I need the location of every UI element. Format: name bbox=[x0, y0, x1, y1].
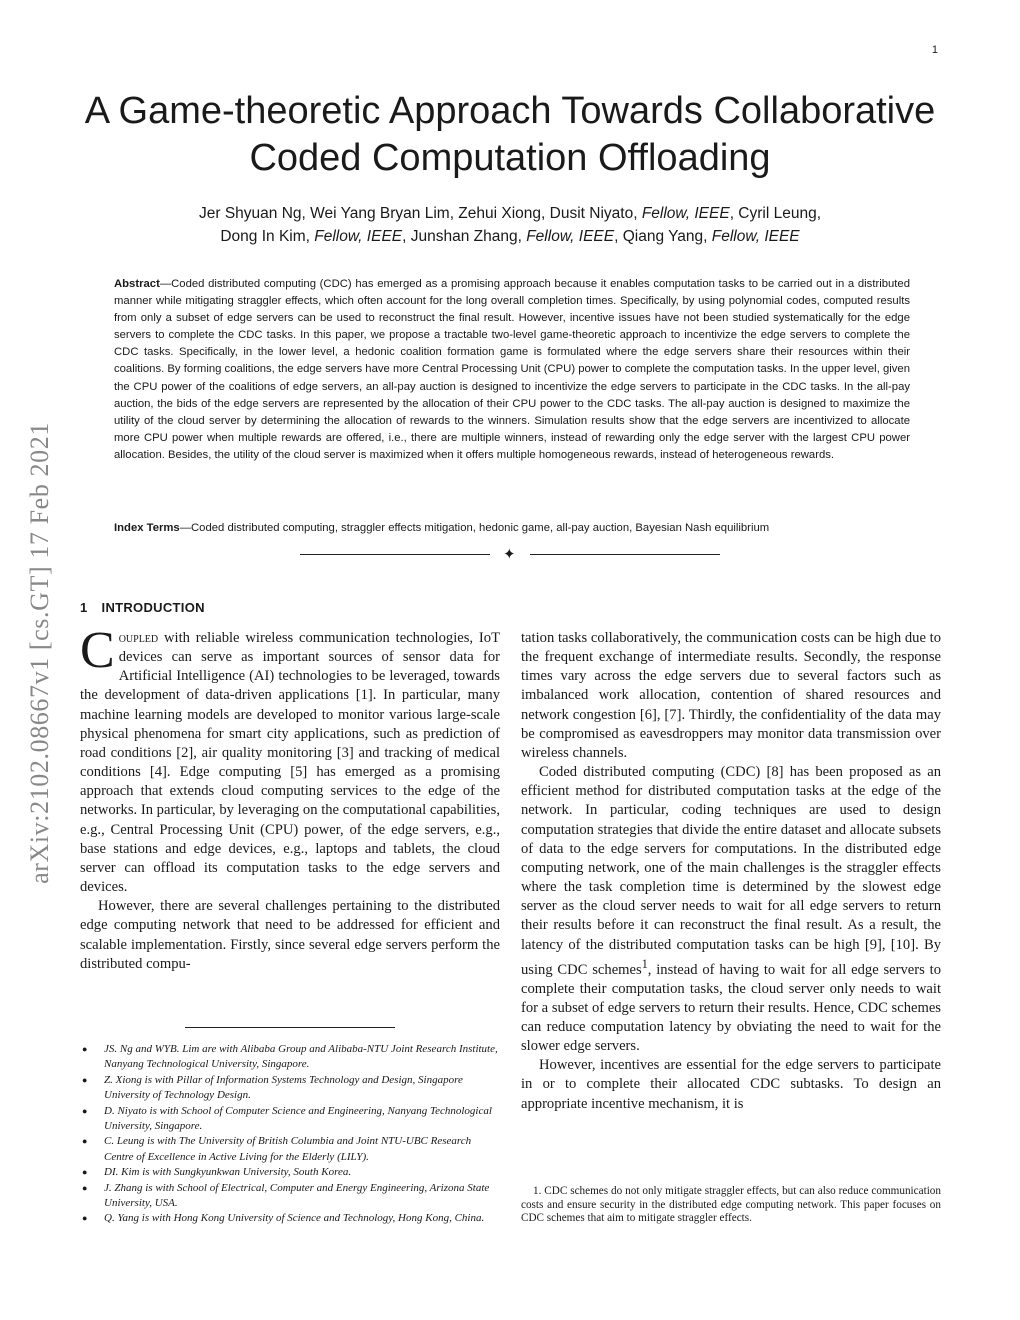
small-caps-lead: oupled bbox=[118, 630, 159, 646]
affiliation-rule bbox=[185, 1027, 395, 1028]
bullet-icon: ● bbox=[82, 1074, 88, 1085]
index-terms-text: —Coded distributed computing, straggler effects mitigation, hedonic game, all-pay auction, Bayesian Nash equilibrium bbox=[179, 522, 770, 534]
section-divider bbox=[300, 545, 720, 565]
divider-rule-left bbox=[300, 554, 490, 555]
arxiv-identifier: arXiv:2102.08667v1 [cs.GT] 17 Feb 2021 bbox=[25, 421, 54, 884]
left-column bbox=[80, 622, 500, 974]
bullet-icon: ● bbox=[82, 1136, 88, 1147]
fellow-ieee-niyato: Fellow, IEEE bbox=[641, 205, 730, 222]
paper-title: A Game-theoretic Approach Towards Collaborative Coded Computation Offloading bbox=[84, 90, 936, 179]
divider-diamond-icon: ✦ bbox=[503, 545, 516, 563]
affiliation-item: ● D. Niyato is with School of Computer Science and Engineering, Nanyang Technological University, Singapore. bbox=[82, 1104, 492, 1133]
intro-paragraph-5: However, incentives are essential for the edge servers to participate in or to complete their allocated CDC subtasks. To design an appropriate incentive mechanism, it is bbox=[521, 1057, 941, 1112]
right-column bbox=[521, 629, 941, 1114]
index-terms-label: Index Terms bbox=[114, 522, 180, 534]
divider-rule-right bbox=[530, 554, 720, 555]
intro-paragraph-2: However, there are several challenges pertaining to the distributed edge computing network that need to be addressed for efficient and scalable implementation. Firstly, since several edge servers perform the distributed compu- bbox=[80, 898, 500, 972]
affiliation-item: ● JS. Ng and WYB. Lim are with Alibaba Group and Alibaba-NTU Joint Research Institute, Nanyang Technological University, Singapore. bbox=[82, 1043, 498, 1071]
intro-paragraph-4: Coded distributed computing (CDC) [8] has been proposed as an efficient method for distributed computation tasks at the edge of the network. In particular, coding techniques are used to design computation strategies that divide the entire dataset and allocate subsets of data to the edge servers for computations. In the distributed edge computing network, one of the main challenges is the straggler effects where the task completion time is determined by the slowest edge server as the cloud server needs to wait for all edge servers to return their results before it can reconstruct the final result. As a result, the latency of the distributed computation tasks can be high [9], [10]. By using CDC schemes$^1$, instead of having to wait for all edge servers to complete their computation tasks, the cloud server only needs to wait for a subset of edge servers to return their results. Hence, CDC schemes can reduce computation latency by obviating the need to wait for the slower edge servers. bbox=[521, 764, 941, 1055]
bullet-icon: ● bbox=[82, 1044, 88, 1054]
footnote-marker[interactable]: 1 bbox=[641, 956, 648, 971]
affiliation-item: ● DI. Kim is with Sungkyunkwan University, South Korea. bbox=[80, 1165, 500, 1180]
bullet-icon: ● bbox=[82, 1105, 88, 1116]
affiliation-item: ● Z. Xiong is with Pillar of Information Systems Technology and Design, Singapore University of Technology Design. bbox=[82, 1073, 463, 1102]
bullet-icon: ● bbox=[82, 1213, 88, 1224]
footnote: 1. CDC schemes do not only mitigate straggler effects, but can also reduce communication costs and ensure security in the distributed edge computing network. This paper focuses on CDC schemes that aim to mitigate straggler effects. bbox=[521, 1185, 941, 1225]
affiliation-list bbox=[80, 1042, 500, 1227]
abstract-text: —Coded distributed computing (CDC) has emerged as a promising approach because it enables computation tasks to be carried out in a distributed manner while mitigating straggler effects, which often account for the long overall completion times. Specifically, by using polynomial codes, computed results from only a subset of edge servers can be used to reconstruct the final result. However, incentive issues have not been studied systematically for the edge servers to complete the CDC tasks. In this paper, we propose a tractable two-level game-theoretic approach to incentivize the edge servers to complete the CDC tasks. Specifically, in the lower level, a hedonic coalition formation game is formulated where the edge servers share their resources within their coalitions. By forming coalitions, the edge servers have more Central Processing Unit (CPU) power to complete the computation tasks. In the upper level, given the CPU power of the coalitions of edge servers, an all-pay auction is designed to incentivize the edge servers to participate in the CDC tasks. In the all-pay auction, the bids of the edge servers are represented by the allocation of their CPU power to the CDC tasks. The all-pay auction is designed to maximize the utility of the cloud server by determining the allocation of rewards to the winners. Simulation results show that the edge servers are incentivized to allocate more CPU power when multiple rewards are offered, i.e., there are multiple winners, instead of rewarding only the edge server with the largest CPU power allocation. Besides, the utility of the cloud server is maximized when it offers multiple homogeneous rewards, instead of heterogeneous rewards. bbox=[114, 278, 910, 461]
intro-paragraph-1: Coupled with reliable wireless communication technologies, IoT devices can serve as important sources of sensor data for Artificial Intelligence (AI) technologies to be leveraged, towards the development of data-driven applications [1]. In particular, many machine learning models are developed to monitor various large-scale physical phenomena for smart city applications, such as prediction of road conditions [2], air quality monitoring [3] and tracking of medical conditions [4]. Edge computing [5] has emerged as a promising approach that extends cloud computing services to the edge of the networks. In particular, by leveraging on the computational capabilities, e.g., Central Processing Unit (CPU) power, of the edge servers, e.g., base stations and edge devices, e.g., laptops and tablets, the cloud server can offload its computation tasks to the edge servers and devices. bbox=[80, 622, 500, 896]
affiliation-item: ● J. Zhang is with School of Electrical, Computer and Energy Engineering, Arizona State University, USA. bbox=[82, 1181, 490, 1210]
fellow-ieee-zhang: Fellow, IEEE bbox=[526, 228, 615, 245]
page-number: 1 bbox=[931, 44, 938, 56]
fellow-ieee-kim: Fellow, IEEE bbox=[314, 228, 403, 245]
index-terms bbox=[114, 520, 910, 536]
arxiv-stamp bbox=[24, 365, 56, 940]
bullet-icon: ● bbox=[82, 1167, 88, 1178]
abstract bbox=[114, 276, 910, 464]
section-title: INTRODUCTION bbox=[101, 600, 205, 615]
section-heading bbox=[80, 600, 205, 615]
affiliation-item: ● C. Leung is with The University of British Columbia and Joint NTU-UBC Research Centre of Excellence in Active Living for the Elderly (LILY). bbox=[82, 1135, 472, 1163]
drop-cap: C bbox=[80, 622, 115, 679]
bullet-icon: ● bbox=[82, 1182, 88, 1193]
intro-paragraph-3: tation tasks collaboratively, the communication costs can be high due to the frequent exchange of intermediate results. Secondly, the response times vary across the edge servers due to several factors such as imbalanced work allocation, contention of shared resources and network congestion [6], [7]. Thirdly, the confidentiality of the data may be compromised as eavesdroppers may monitor data transmission over wireless channels. bbox=[521, 630, 941, 761]
fellow-ieee-yang: Fellow, IEEE bbox=[711, 228, 800, 245]
abstract-label: Abstract bbox=[114, 278, 160, 290]
affiliation-item: ● Q. Yang is with Hong Kong University of Science and Technology, Hong Kong, China. bbox=[80, 1211, 500, 1226]
author-list: Jer Shyuan Ng, Wei Yang Bryan Lim, Zehui Xiong, Dusit Niyato, Fellow, IEEE, Cyril Leung, Dong In Kim, Fellow, IEEE, Junshan Zhang, Fellow, IEEE, Qiang Yang, Fellow, IEEE bbox=[198, 205, 822, 245]
section-number: 1 bbox=[80, 600, 88, 615]
